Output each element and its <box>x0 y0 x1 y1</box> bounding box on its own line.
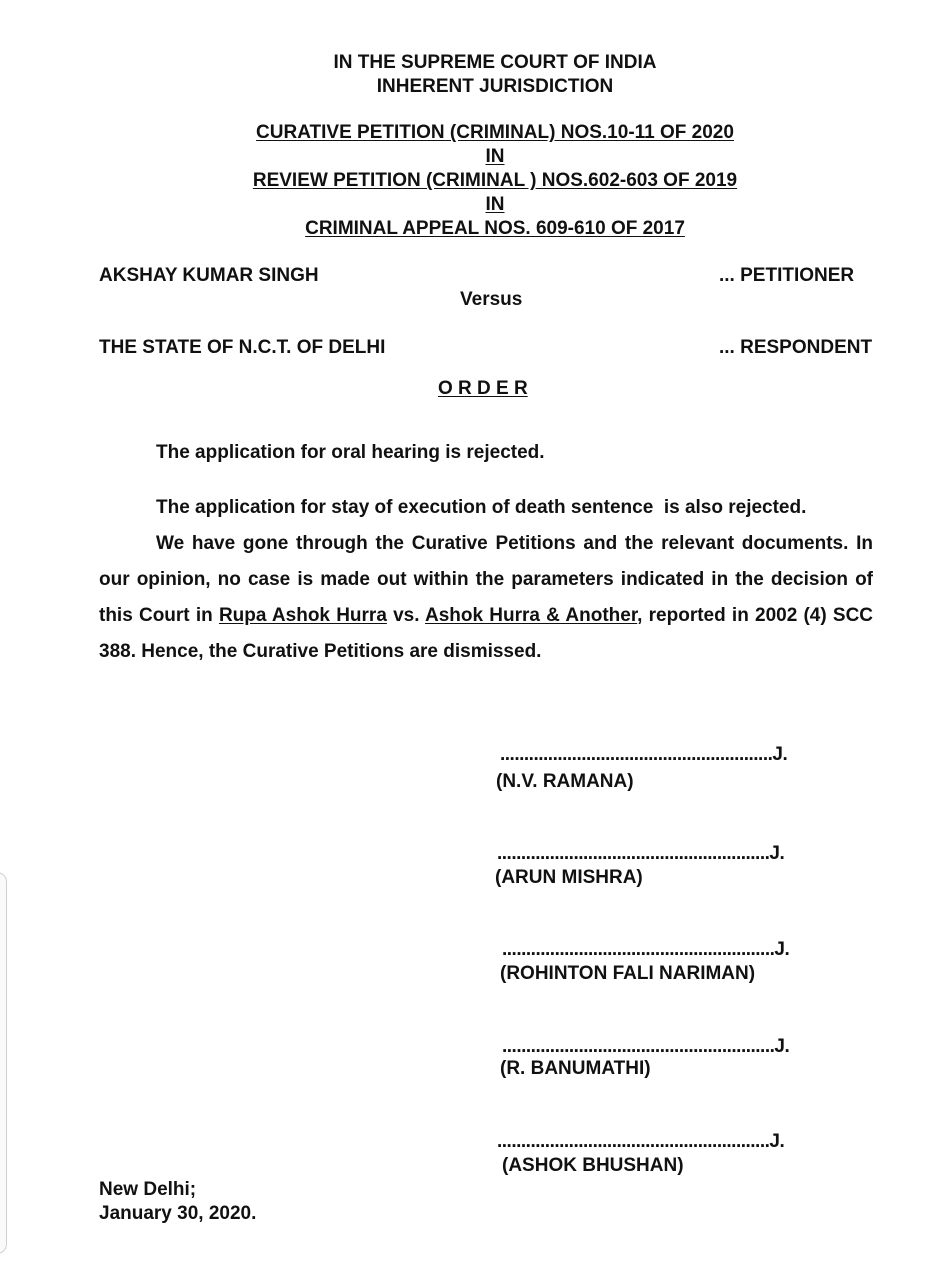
paragraph-curative-petitions <box>99 526 873 670</box>
signature-line-4: .........................................................J. <box>502 1036 790 1057</box>
paragraph-stay-execution: The application for stay of execution of death sentence is also rejected. <box>156 497 807 518</box>
case-citation-1: Rupa Ashok Hurra <box>218 605 387 626</box>
paragraph-oral-hearing: The application for oral hearing is rejected. <box>156 442 545 463</box>
judge-name-5: (ASHOK BHUSHAN) <box>502 1155 684 1176</box>
petitioner-name: AKSHAY KUMAR SINGH <box>99 265 319 286</box>
case-citation-2: Ashok Hurra & Another <box>425 605 638 626</box>
signature-line-1: .........................................................J. <box>500 744 788 765</box>
paragraph-text-end: , reported in 2002 (4) SCC 388. Hence, the Curative Petitions are dismissed. <box>99 605 874 662</box>
jurisdiction-title: INHERENT JURISDICTION <box>376 76 614 97</box>
page-edge-shadow <box>0 872 7 1254</box>
criminal-appeal-ref: CRIMINAL APPEAL NOS. 609-610 OF 2017 <box>305 218 685 239</box>
paragraph-text-start: We have gone through the Curative Petitions and the relevant documents. In our opinion, no case is made out within the parameters indicated in the decision of this Court in <box>99 533 873 626</box>
signature-line-2: .........................................................J. <box>497 843 785 864</box>
order-date: January 30, 2020. <box>99 1203 257 1224</box>
judge-name-1: (N.V. RAMANA) <box>496 771 634 792</box>
curative-petition-ref: CURATIVE PETITION (CRIMINAL) NOS.10-11 OF 2020 <box>256 122 734 143</box>
respondent-role: ... RESPONDENT <box>719 337 873 358</box>
judge-name-4: (R. BANUMATHI) <box>500 1058 651 1079</box>
in-connector-2: IN <box>485 194 505 215</box>
signature-line-3: .........................................................J. <box>502 939 790 960</box>
court-title: IN THE SUPREME COURT OF INDIA <box>333 52 657 73</box>
judge-name-3: (ROHINTON FALI NARIMAN) <box>500 963 756 984</box>
order-title: O R D E R <box>438 378 528 399</box>
versus-label: Versus <box>460 289 523 310</box>
respondent-name: THE STATE OF N.C.T. OF DELHI <box>99 337 386 358</box>
versus-inline: vs. <box>386 605 426 626</box>
place: New Delhi; <box>99 1179 197 1200</box>
signature-line-5: .........................................................J. <box>497 1131 785 1152</box>
in-connector-1: IN <box>485 146 505 167</box>
judge-name-2: (ARUN MISHRA) <box>495 867 643 888</box>
petitioner-role: ... PETITIONER <box>719 265 855 286</box>
review-petition-ref: REVIEW PETITION (CRIMINAL ) NOS.602-603 OF 2019 <box>252 170 738 191</box>
